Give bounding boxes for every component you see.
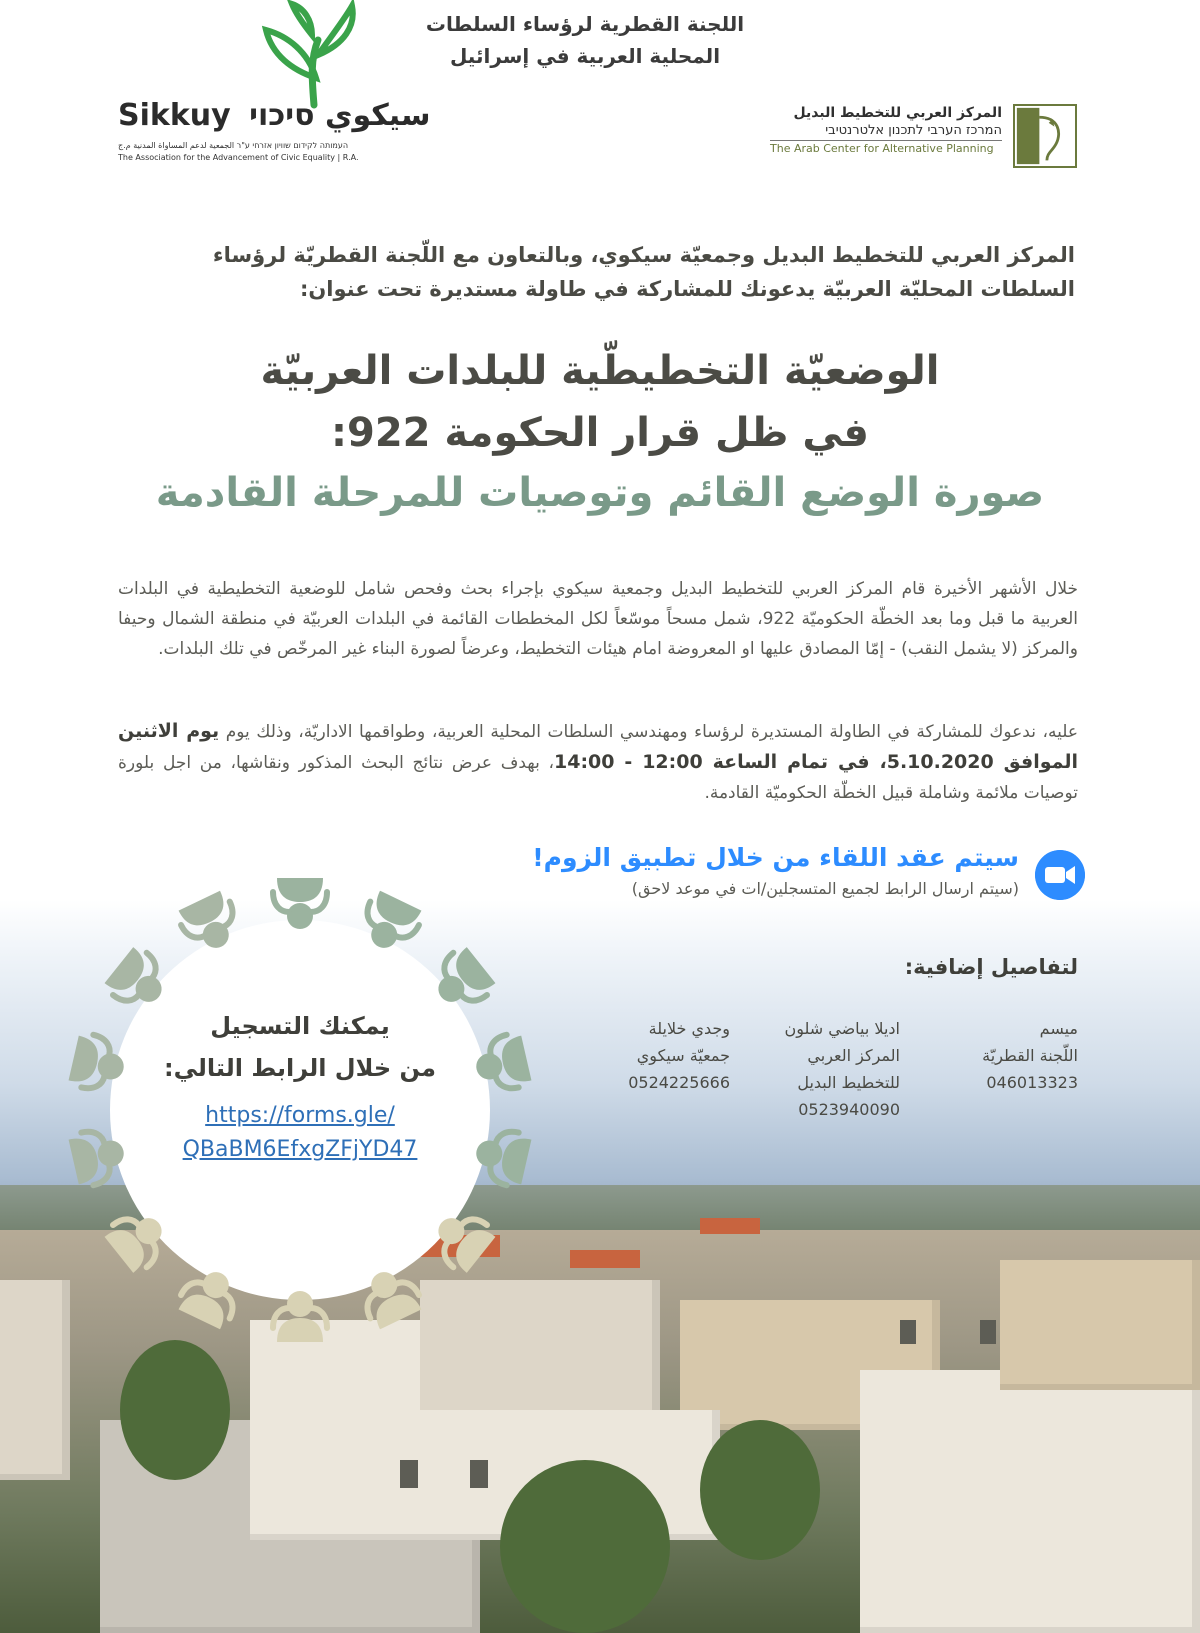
contact-name: اديلا بياضي شلون [784, 1019, 900, 1038]
intro-line1: المركز العربي للتخطيط البديل وجمعيّة سيكوي، وبالتعاون مع اللّجنة القطريّة لرؤساء [212, 243, 1075, 267]
event-date-time: يوم الاثنين الموافق 5.10.2020، في تمام الساعة 12:00 - 14:00 [118, 720, 1079, 773]
sikkuy-wordmark [118, 98, 430, 133]
contact-phone: 046013323 [986, 1073, 1078, 1092]
research-paragraph: خلال الأشهر الأخيرة قام المركز العربي للتخطيط البديل وجمعية سيكوي بإجراء بحث وفحص شامل للوضعية التخطيطية في البلدات العربية ما قبل وما بعد الخطّة الحكوميّة 922، شمل مسحاً موسّعاً لكل المخططات القائمة في البلدات العربيّة في منطقة الشمال وحيفا والمركز (لا يشمل النقب) - إمّا المصادق عليها او المعروضة امام هيئات التخطيط، وعرضاً لصورة البناء غير المرخّص في تلك البلدات. [118, 579, 1078, 659]
invitation-part2: ، بهدف عرض نتائج البحث المذكور ونقاشها، من اجل بلورة توصيات ملائمة وشاملة قبيل الخطّة الحكوميّة القادمة. [118, 753, 1078, 803]
registration-link-line2[interactable]: QBaBM6EfxgZFjYD47 [182, 1137, 418, 1162]
building [1000, 1260, 1200, 1390]
registration-link[interactable] [140, 1099, 460, 1167]
sikkuy-name-en: Sikkuy [118, 98, 231, 133]
invitation-part1: عليه، ندعوك للمشاركة في الطاولة المستديرة لرؤساء ومهندسي السلطات المحلية العربية، وطواقمها الاداريّة، وذلك يوم [225, 722, 1079, 742]
headline-line1: الوضعيّة التخطيطّية للبلدات العربيّة [260, 348, 940, 394]
contact-sikkuy [570, 1015, 730, 1096]
zoom-sub-text: (سيتم ارسال الرابط لجميع المتسجلين/ات في موعد لاحق) [631, 879, 1019, 898]
headline [110, 340, 1090, 522]
acap-emblem-icon [1013, 104, 1077, 168]
sikkuy-subtitle: העמותה לקידום שוויון אזרחי ע"ר الجمعية لدعم المساواة المدنية م.ج [118, 141, 349, 150]
intro-line2: السلطات المحليّة العربيّة يدعونك للمشاركة في طاولة مستديرة تحت عنوان: [299, 277, 1075, 301]
headline-subtitle: صورة الوضع القائم وتوصيات للمرحلة القادمة [155, 470, 1045, 516]
zoom-text [532, 840, 1019, 902]
contact-org-line2: للتخطيط البديل [797, 1073, 900, 1092]
zoom-camera-icon [1035, 850, 1085, 900]
window [900, 1320, 916, 1344]
red-roof [570, 1250, 640, 1268]
invitation-paragraph [118, 716, 1078, 808]
registration-line2: من خلال الرابط التالي: [164, 1054, 436, 1082]
acap-name-ar: المركز العربي للتخطيط البديل [793, 105, 1002, 121]
window [470, 1460, 488, 1488]
sikkuy-name-ar: سيكوي [324, 98, 431, 133]
tree [500, 1460, 670, 1633]
person-figure-icon [463, 1027, 537, 1101]
registration-line1: يمكنك التسجيل [210, 1012, 390, 1040]
window [400, 1460, 418, 1488]
contact-committee [938, 1015, 1078, 1096]
acap-name-he: המרכז הערבי לתכנון אלטרנטיבי [825, 123, 1002, 138]
registration-circle [60, 870, 540, 1350]
tree [700, 1420, 820, 1560]
acap-name-en: The Arab Center for Alternative Planning [770, 140, 1002, 157]
sikkuy-subtitle-en: The Association for the Advancement of Civic Equality | R.A. [118, 153, 359, 162]
acap-text [770, 104, 1002, 157]
person-figure-icon [463, 1118, 537, 1192]
contact-org: اللّجنة القطريّة [982, 1046, 1078, 1065]
committee-title-line2: المحلية العربية في إسرائيل [449, 44, 721, 68]
person-figure-icon [269, 874, 331, 936]
registration-link-line1[interactable]: https://forms.gle/ [205, 1103, 395, 1128]
registration-text [140, 1005, 460, 1167]
zoom-main-text: سيتم عقد اللقاء من خلال تطبيق الزوم! [532, 843, 1019, 872]
contact-org: المركز العربي [807, 1046, 900, 1065]
sikkuy-name-he: סיכוי [249, 98, 315, 133]
intro-text [110, 238, 1075, 306]
headline-line2: في ظل قرار الحكومة 922: [331, 410, 869, 456]
acap-logo [770, 104, 1080, 170]
person-figure-icon [269, 1284, 331, 1346]
tree [120, 1340, 230, 1480]
sikkuy-logo [112, 0, 431, 170]
contact-acap [740, 1015, 900, 1123]
sprout-icon [252, 0, 372, 110]
contact-phone: 0524225666 [628, 1073, 730, 1092]
contact-org: جمعيّة سيكوي [636, 1046, 730, 1065]
contact-phone: 0523940090 [798, 1100, 900, 1119]
contact-name: وجدي خلايلة [648, 1019, 730, 1038]
contact-name: ميسم [1039, 1019, 1078, 1038]
red-roof [700, 1218, 760, 1234]
window [980, 1320, 996, 1344]
building [860, 1370, 1200, 1633]
committee-title-line1: اللجنة القطرية لرؤساء السلطات [425, 12, 745, 36]
committee-title [360, 8, 810, 72]
zoom-notice [500, 840, 1085, 910]
details-title: لتفاصيل إضافية: [904, 955, 1078, 979]
